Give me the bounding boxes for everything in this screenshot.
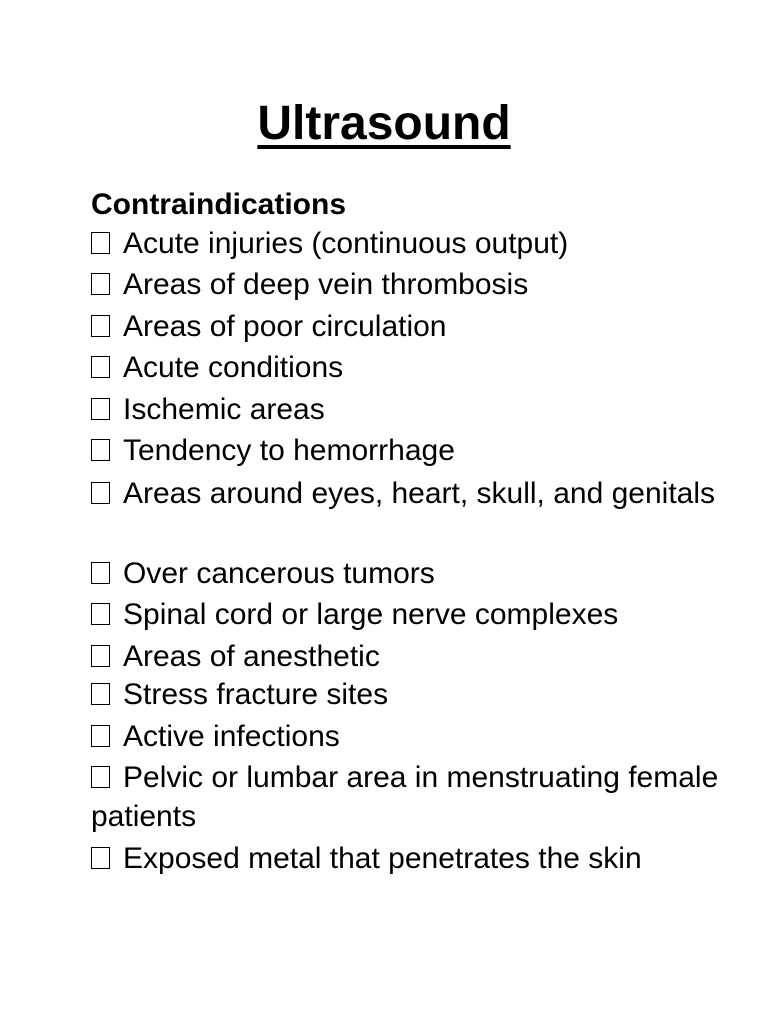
- bullet-box-icon: [91, 766, 110, 788]
- section-heading: Contraindications: [91, 188, 347, 221]
- list-item: Tendency to hemorrhage: [91, 431, 731, 470]
- bullet-box-icon: [91, 439, 110, 461]
- list-item: Areas of poor circulation: [91, 307, 731, 346]
- bullet-box-icon: [91, 273, 110, 295]
- list-item: Over cancerous tumors: [91, 554, 731, 593]
- list-item: Areas of anesthetic: [91, 637, 731, 676]
- bullet-box-icon: [91, 356, 110, 378]
- list-item: Acute injuries (continuous output): [91, 224, 731, 263]
- bullet-box-icon: [91, 232, 110, 254]
- page-title: Ultrasound: [257, 97, 511, 150]
- list-item: Spinal cord or large nerve complexes: [91, 595, 731, 634]
- bullet-box-icon: [91, 847, 110, 869]
- list-item: Ischemic areas: [91, 390, 731, 429]
- bullet-box-icon: [91, 603, 110, 625]
- bullet-box-icon: [91, 482, 110, 504]
- list-item: Acute conditions: [91, 348, 731, 387]
- bullet-box-icon: [91, 315, 110, 337]
- list-item: Pelvic or lumbar area in menstruating female patients: [91, 761, 719, 833]
- list-item: Stress fracture sites: [91, 675, 731, 714]
- list-item: Active infections: [91, 717, 731, 756]
- bullet-box-icon: [91, 562, 110, 584]
- bullet-box-icon: [91, 725, 110, 747]
- bullet-box-icon: [91, 398, 110, 420]
- list-item: Areas around eyes, heart, skull, and genitals: [91, 474, 731, 513]
- list-item: Exposed metal that penetrates the skin: [91, 839, 731, 878]
- bullet-box-icon: [91, 645, 110, 667]
- list-item: Areas of deep vein thrombosis: [91, 265, 731, 304]
- bullet-box-icon: [91, 683, 110, 705]
